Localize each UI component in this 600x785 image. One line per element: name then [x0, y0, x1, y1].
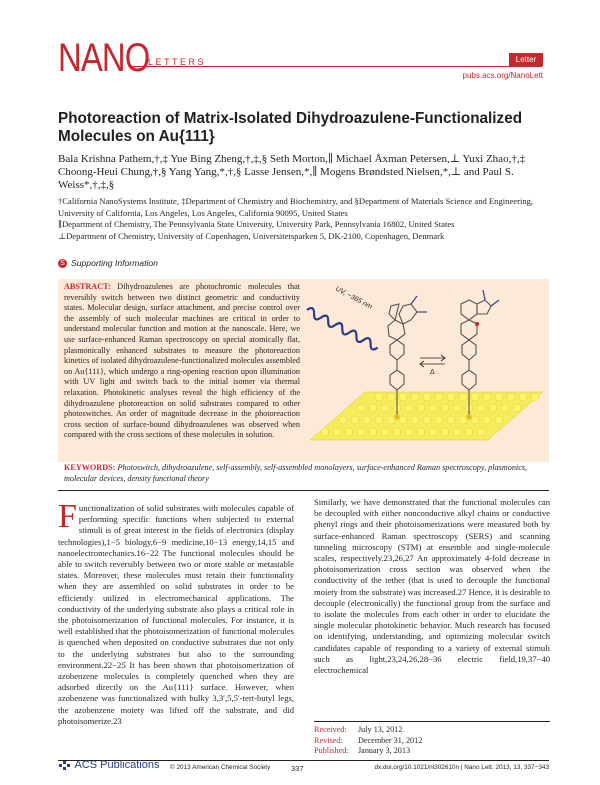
body-column-left [58, 498, 294, 727]
publication-history [314, 721, 550, 757]
keywords-label: KEYWORDS: [64, 463, 116, 472]
journal-url-link[interactable]: pubs.acs.org/NanoLett [462, 71, 543, 80]
affiliation-3: ⊥Department of Chemistry, University of Copenhagen, Universitetsparken 5, DK-2100, Copenhagen, Denmark [58, 230, 445, 241]
abstract-body: Dihydroazulenes are photochromic molecules that reversibly switch between two distinct geometric and conductivity states. Molecular design, surface attachment, and precise control over the assembly of such molecular machines are critical in order to understand molecular function and motion at the nanoscale. Here, we use surface-enhanced Raman spectroscopy on special atomically flat, plasmonically enhanced substrates to measure the photoreaction kinetics of isolated dihydroazulene-functionalized molecules assembled on Au{111}, which undergo a ring-opening reaction upon illumination with UV light and switch back to the initial isomer via thermal relaxation. Photokinetic analyses reveal the high efficiency of the dihydroazulene photoreaction on solid substrates compared to other photoswitches. An order of magnitude decrease in the photoreaction cross section of surface-bound dihydroazulenes was observed when compared with the cross sections of these molecules in solution. [64, 282, 300, 440]
delta-label: Δ [430, 369, 435, 376]
affiliations [58, 196, 548, 242]
uv-light-wave [305, 306, 379, 351]
header-rule [132, 66, 542, 67]
article-title: Photoreaction of Matrix-Isolated Dihydroazulene-Functionalized Molecules on Au{111} [58, 110, 523, 145]
history-published: Published: January 3, 2013 [314, 746, 411, 755]
supporting-info-label: Supporting Information [71, 258, 158, 268]
supporting-info-icon: S [58, 259, 67, 268]
toc-graphic [305, 280, 545, 458]
history-received: Received: July 13, 2012 [314, 725, 403, 734]
body-text-left: unctionalization of solid substrates with molecules capable of performing specific functions when subjected to external stimuli is of great interest in the fields of electronics (display technologies),1−5 biology,6−9 medicine,10−13 energy,14,15 and nanoelectromechanics.16−22 The functional molecules should be able to switch reversibly between two or more stable or metastable states. Moreover, these molecules must retain their functionality when they are assembled on solid substrates in order to be efficiently utilized in electromechanical applications. The conductivity of the underlying substrate also plays a critical role in the photoisomerization of functional molecules. For instance, it is well established that the photoisomerization of functional molecules is quenched when deposited on conductive substrates due not only to the underlying substrates but also to the surrounding environment.22−25 It has been shown that photoisomerization of azobenzene molecules is completely quenched when they are adsorbed directly on the Au{111} surface. However, when azobenzene was functionalized with bulky 3,3′,5,5′-tert-butyl legs, the azobenzene moiety was lifted off the substrate, and did photoisomerize.23 [58, 503, 294, 726]
author-list: Bala Krishna Pathem,†,‡ Yue Bing Zheng,†,‡,§ Seth Morton,∥ Michael Åxman Petersen,⊥ Yuxi Zhao,†,‡ Choong-Heui Chung,†,§ Yang Yang,*,†,§ Lasse Jensen,*,∥ Mogens Brøndsted Nielsen,*,⊥ and Paul S. Weiss*,†,‡,§ [58, 153, 526, 191]
supporting-info-link[interactable] [58, 258, 158, 268]
copyright: © 2013 American Chemical Society [170, 764, 271, 771]
article-type-badge: Letter [509, 53, 543, 66]
affiliation-1: †California NanoSystems Institute, ‡Department of Chemistry and Biochemistry, and §Department of Materials Science and Engineering, University of California, Los Angeles, Los Angeles, California 90095, United States [58, 196, 534, 218]
publisher-name: ACS Publications [74, 758, 160, 771]
uv-label: UV, ~365 nm [334, 285, 374, 311]
acs-publications-logo[interactable] [58, 758, 159, 772]
journal-logo: NANO [58, 36, 150, 80]
page-number: 337 [291, 764, 304, 773]
equilibrium-arrows [420, 355, 445, 367]
body-column-right: Similarly, we have demonstrated that the functional molecules can be decoupled with either nonconductive alkyl chains or conductive phenyl rings and their photoisomerizations were measured both by surface-enhanced Raman spectroscopy (SERS) and scanning tunneling microscopy (STM) at ensemble and single-molecule scales, respectively.23,26,27 An approximately 4-fold decrease in photoisomerization cross section was observed when the conductivity of the tether (that is used to decouple the functional moiety from the substrate) was increased.27 Hence, it is desirable to decouple (electronically) the functional group from the surface and to isolate the molecules from each other in order to elucidate the single molecular photokinetic behavior. Much research has focused on identifying, understanding, and optimizing molecular switch candidates capable of responding to a variety of external stimuli such as light,23,24,26,28−36 electric field,19,37−40 electrochemical [314, 497, 550, 676]
keywords-list: Photoswitch, dihydroazulene, self-assembly, self-assembled monolayers, surface-enhanced Raman spectroscopy, plasmonics, molecular devices, density functional theory [64, 463, 528, 483]
keywords [64, 463, 544, 484]
acs-logo-icon [58, 758, 72, 772]
drop-cap: F [58, 498, 77, 535]
gold-surface [310, 392, 543, 440]
abstract-divider [58, 490, 549, 491]
journal-logo-subtitle: LETTERS [148, 57, 207, 67]
history-revised: Revised: December 31, 2012 [314, 735, 423, 745]
doi-citation[interactable]: dx.doi.org/10.1021/nl302610n | Nano Lett. 2013, 13, 337−343 [374, 764, 549, 771]
affiliation-2: ∥Department of Chemistry, The Pennsylvania State University, University Park, Pennsylvania 16802, United States [58, 219, 455, 229]
abstract-text [64, 282, 300, 441]
abstract-label: ABSTRACT: [64, 282, 111, 291]
